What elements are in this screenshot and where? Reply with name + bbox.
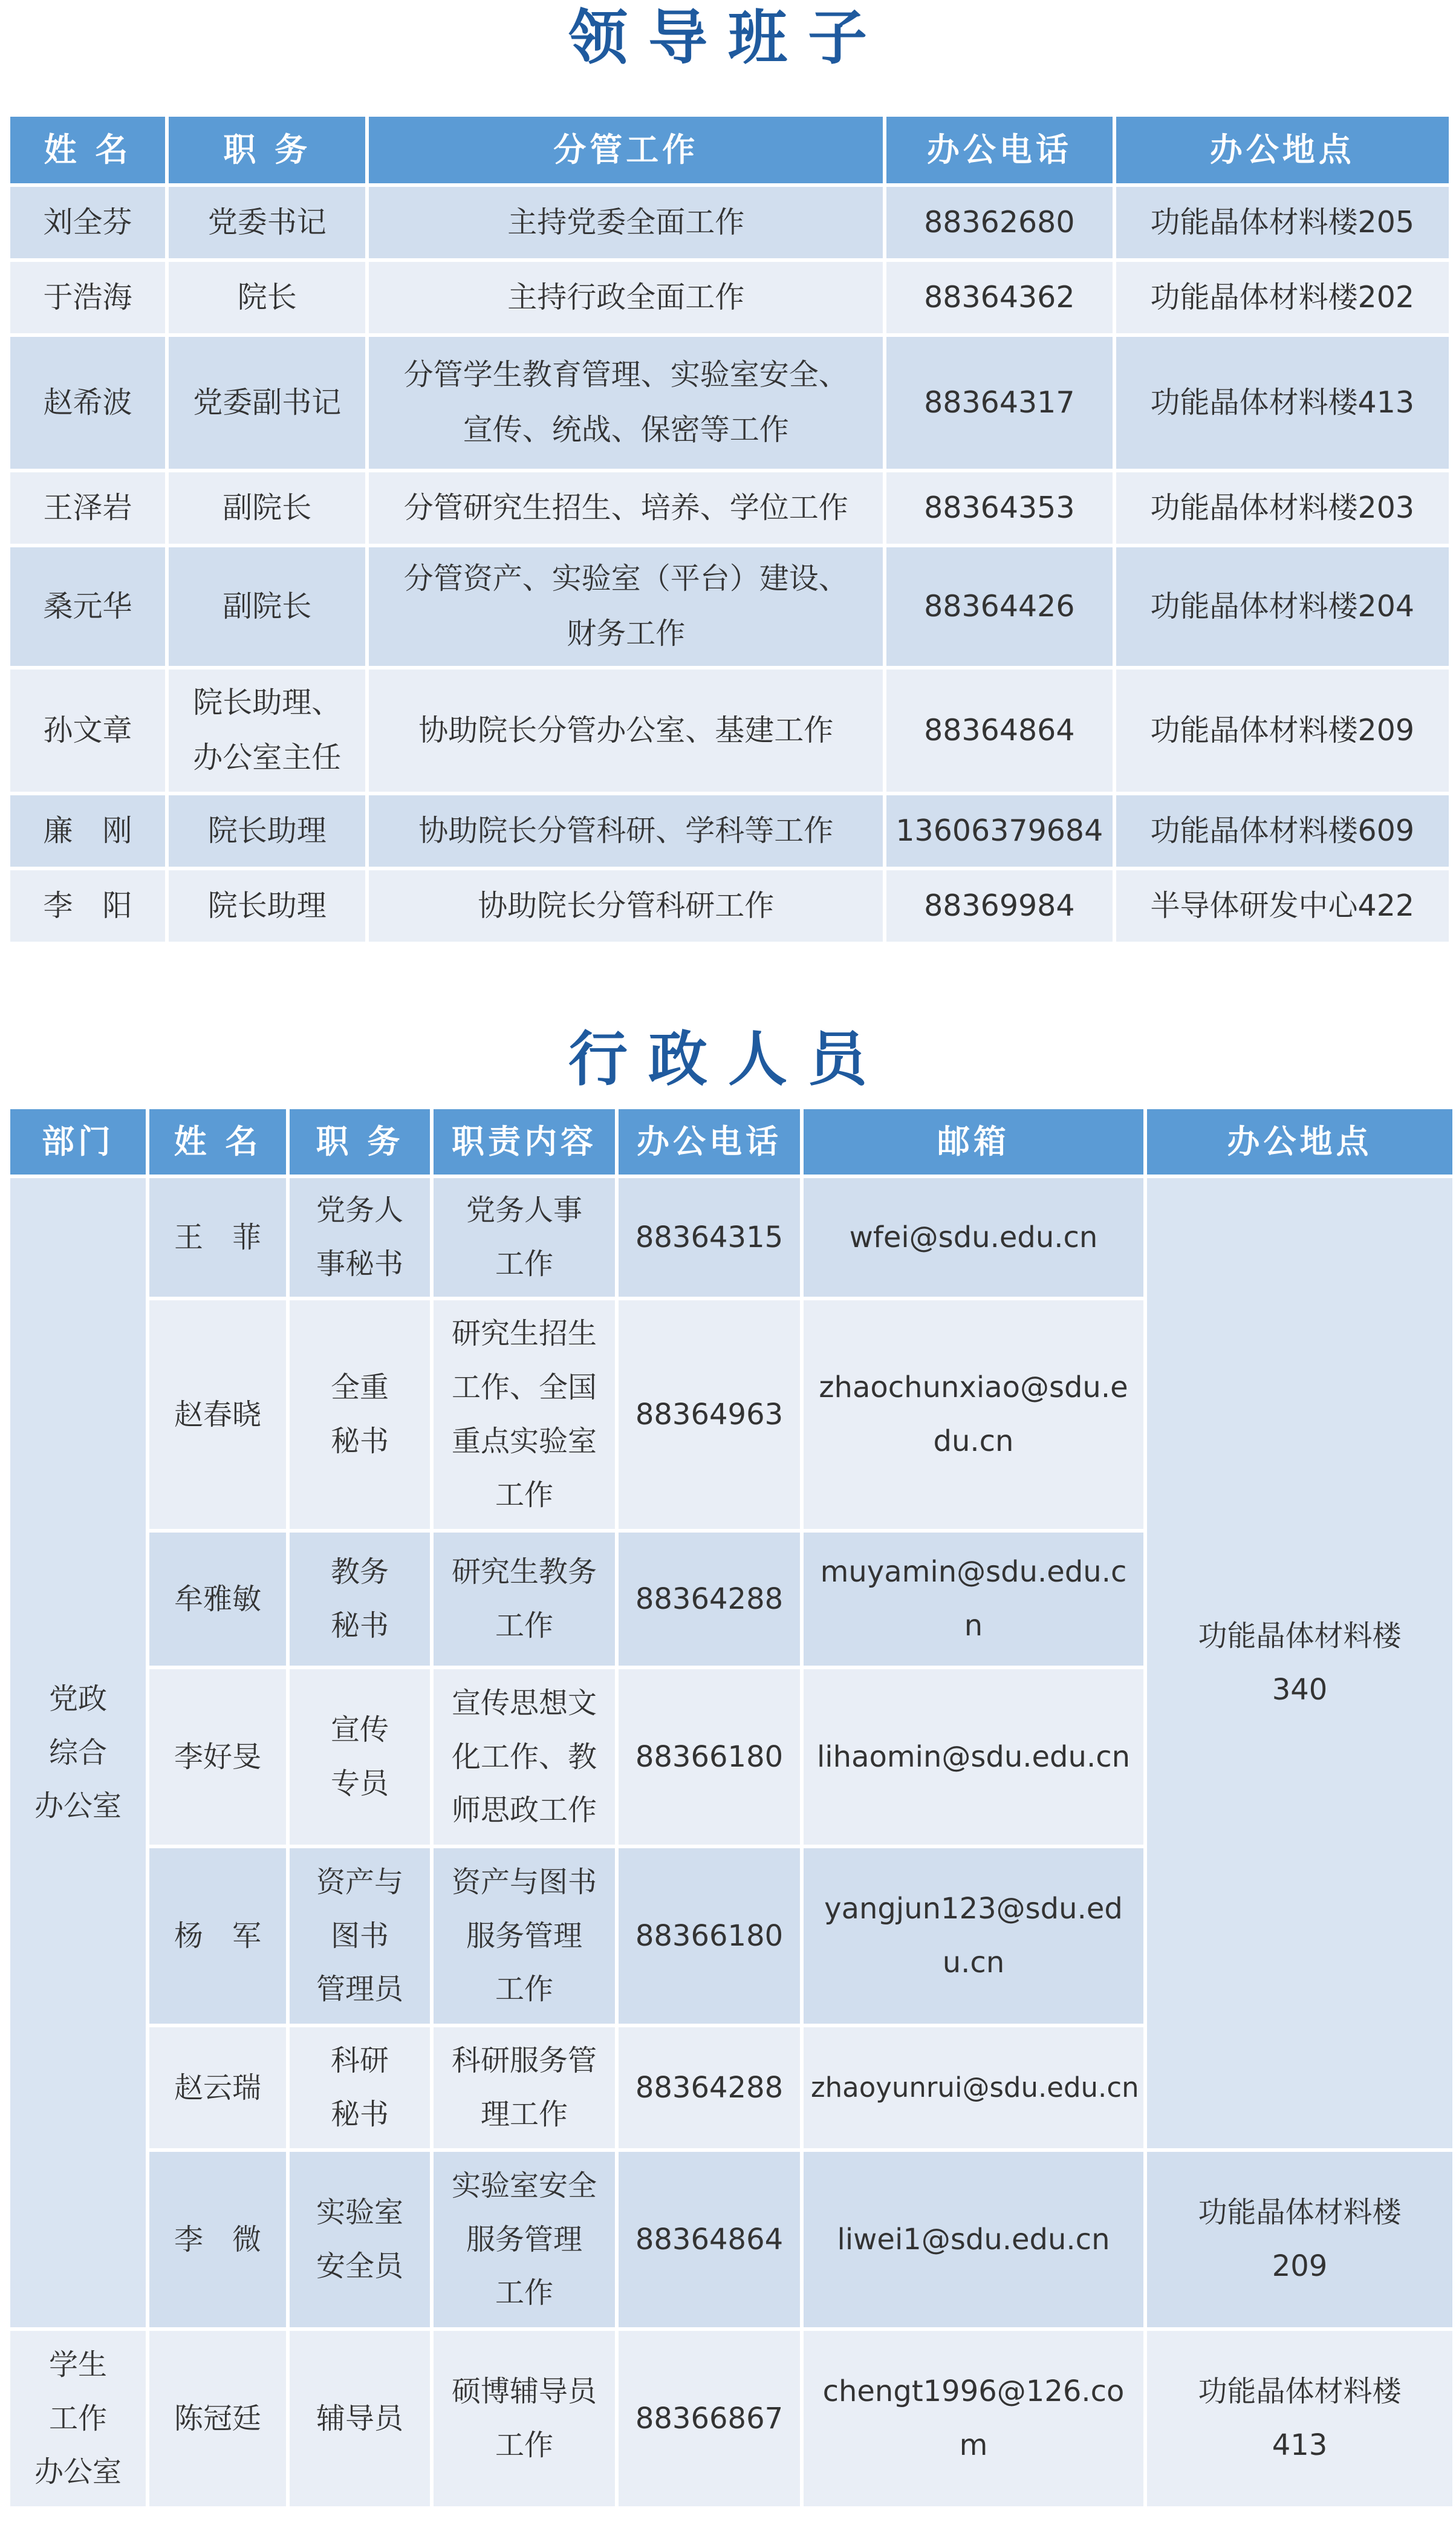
- cell-duty: 研究生招生 工作、全国 重点实验室 工作: [434, 1300, 615, 1529]
- cell-name: 牟雅敏: [149, 1533, 286, 1666]
- cell-duty: 协助院长分管科研工作: [369, 870, 883, 942]
- cell-phone: 88366867: [619, 2331, 800, 2506]
- cell-phone: 88364315: [619, 1178, 800, 1297]
- cell-phone: 88366180: [619, 1848, 800, 2024]
- cell-office: 功能晶体材料楼 209: [1147, 2152, 1452, 2327]
- cell-duty: 研究生教务 工作: [434, 1533, 615, 1666]
- cell-email: lihaomin@sdu.edu.cn: [804, 1669, 1143, 1845]
- cell-phone: 88364426: [886, 547, 1113, 666]
- cell-name: 赵春晓: [149, 1300, 286, 1529]
- cell-phone: 88362680: [886, 187, 1113, 258]
- header-email: 邮箱: [804, 1109, 1143, 1175]
- cell-name: 廉 刚: [10, 795, 165, 867]
- cell-phone: 88364362: [886, 262, 1113, 333]
- cell-office: 功能晶体材料楼 340: [1147, 1178, 1452, 2148]
- admin-header-row: [10, 1109, 1452, 1175]
- cell-name: 陈冠廷: [149, 2331, 286, 2506]
- cell-position: 全重 秘书: [290, 1300, 430, 1529]
- cell-phone: 88366180: [619, 1669, 800, 1845]
- cell-position: 实验室 安全员: [290, 2152, 430, 2327]
- table-row: [10, 670, 1449, 792]
- cell-position: 科研 秘书: [290, 2027, 430, 2148]
- table-row: [10, 795, 1449, 867]
- cell-email: chengt1996@126.co m: [804, 2331, 1143, 2506]
- table-row: [10, 870, 1449, 942]
- header-duty: 职责内容: [434, 1109, 615, 1175]
- cell-name: 赵希波: [10, 337, 165, 469]
- table-row: [10, 2331, 1452, 2506]
- cell-email: wfei@sdu.edu.cn: [804, 1178, 1143, 1297]
- header-name: 姓 名: [149, 1109, 286, 1175]
- cell-office: 功能晶体材料楼205: [1116, 187, 1449, 258]
- cell-name: 王泽岩: [10, 472, 165, 544]
- cell-phone: 88364317: [886, 337, 1113, 469]
- header-phone: 办公电话: [886, 117, 1113, 183]
- cell-position: 院长助理: [169, 870, 365, 942]
- cell-duty: 宣传思想文 化工作、教 师思政工作: [434, 1669, 615, 1845]
- header-office: 办公地点: [1147, 1109, 1452, 1175]
- cell-duty: 主持党委全面工作: [369, 187, 883, 258]
- cell-phone: 88364864: [619, 2152, 800, 2327]
- table-row: [10, 547, 1449, 666]
- cell-name: 李 阳: [10, 870, 165, 942]
- header-phone: 办公电话: [619, 1109, 800, 1175]
- cell-phone: 88369984: [886, 870, 1113, 942]
- cell-position: 院长助理、 办公室主任: [169, 670, 365, 792]
- cell-position: 辅导员: [290, 2331, 430, 2506]
- table-row: [10, 2152, 1452, 2327]
- cell-email: liwei1@sdu.edu.cn: [804, 2152, 1143, 2327]
- cell-office: 功能晶体材料楼413: [1116, 337, 1449, 469]
- cell-name: 桑元华: [10, 547, 165, 666]
- cell-position: 党务人 事秘书: [290, 1178, 430, 1297]
- cell-duty: 资产与图书 服务管理 工作: [434, 1848, 615, 2024]
- cell-position: 副院长: [169, 547, 365, 666]
- cell-position: 党委书记: [169, 187, 365, 258]
- cell-office: 功能晶体材料楼609: [1116, 795, 1449, 867]
- table-row: [10, 262, 1449, 333]
- cell-name: 杨 军: [149, 1848, 286, 2024]
- cell-phone: 88364288: [619, 2027, 800, 2148]
- admin-table: [7, 1106, 1456, 2510]
- cell-duty: 硕博辅导员 工作: [434, 2331, 615, 2506]
- table-row: [10, 337, 1449, 469]
- cell-email: zhaochunxiao@sdu.e du.cn: [804, 1300, 1143, 1529]
- cell-phone: 88364864: [886, 670, 1113, 792]
- cell-name: 刘全芬: [10, 187, 165, 258]
- header-position: 职 务: [290, 1109, 430, 1175]
- cell-position: 宣传 专员: [290, 1669, 430, 1845]
- cell-position: 副院长: [169, 472, 365, 544]
- cell-position: 院长助理: [169, 795, 365, 867]
- cell-duty: 协助院长分管办公室、基建工作: [369, 670, 883, 792]
- cell-duty: 主持行政全面工作: [369, 262, 883, 333]
- leadership-header-row: [10, 117, 1449, 183]
- cell-phone: 88364288: [619, 1533, 800, 1666]
- cell-office: 功能晶体材料楼 413: [1147, 2331, 1452, 2506]
- cell-name: 于浩海: [10, 262, 165, 333]
- cell-office: 功能晶体材料楼209: [1116, 670, 1449, 792]
- header-office: 办公地点: [1116, 117, 1449, 183]
- cell-duty: 分管研究生招生、培养、学位工作: [369, 472, 883, 544]
- leadership-title: 领导班子: [568, 4, 888, 73]
- cell-position: 党委副书记: [169, 337, 365, 469]
- cell-position: 资产与 图书 管理员: [290, 1848, 430, 2024]
- cell-duty: 协助院长分管科研、学科等工作: [369, 795, 883, 867]
- cell-email: zhaoyunrui@sdu.edu.cn: [804, 2027, 1143, 2148]
- cell-duty: 科研服务管 理工作: [434, 2027, 615, 2148]
- cell-department: 党政 综合 办公室: [10, 1178, 146, 2327]
- cell-department: 学生 工作 办公室: [10, 2331, 146, 2506]
- cell-name: 王 菲: [149, 1178, 286, 1297]
- cell-position: 教务 秘书: [290, 1533, 430, 1666]
- cell-duty: 实验室安全 服务管理 工作: [434, 2152, 615, 2327]
- cell-duty: 分管资产、实验室（平台）建设、 财务工作: [369, 547, 883, 666]
- cell-phone: 88364963: [619, 1300, 800, 1529]
- cell-office: 功能晶体材料楼202: [1116, 262, 1449, 333]
- cell-duty: 分管学生教育管理、实验室安全、 宣传、统战、保密等工作: [369, 337, 883, 469]
- cell-name: 李好旻: [149, 1669, 286, 1845]
- cell-name: 孙文章: [10, 670, 165, 792]
- header-department: 部门: [10, 1109, 146, 1175]
- header-name: 姓 名: [10, 117, 165, 183]
- cell-email: muyamin@sdu.edu.c n: [804, 1533, 1143, 1666]
- cell-email: yangjun123@sdu.ed u.cn: [804, 1848, 1143, 2024]
- header-position: 职 务: [169, 117, 365, 183]
- cell-name: 赵云瑞: [149, 2027, 286, 2148]
- cell-office: 功能晶体材料楼203: [1116, 472, 1449, 544]
- cell-phone: 13606379684: [886, 795, 1113, 867]
- leadership-table: [7, 113, 1452, 945]
- admin-title: 行政人员: [568, 1025, 888, 1094]
- cell-position: 院长: [169, 262, 365, 333]
- cell-phone: 88364353: [886, 472, 1113, 544]
- cell-duty: 党务人事 工作: [434, 1178, 615, 1297]
- cell-name: 李 微: [149, 2152, 286, 2327]
- table-row: [10, 1178, 1452, 1297]
- header-duty: 分管工作: [369, 117, 883, 183]
- cell-office: 半导体研发中心422: [1116, 870, 1449, 942]
- table-row: [10, 472, 1449, 544]
- cell-office: 功能晶体材料楼204: [1116, 547, 1449, 666]
- table-row: [10, 187, 1449, 258]
